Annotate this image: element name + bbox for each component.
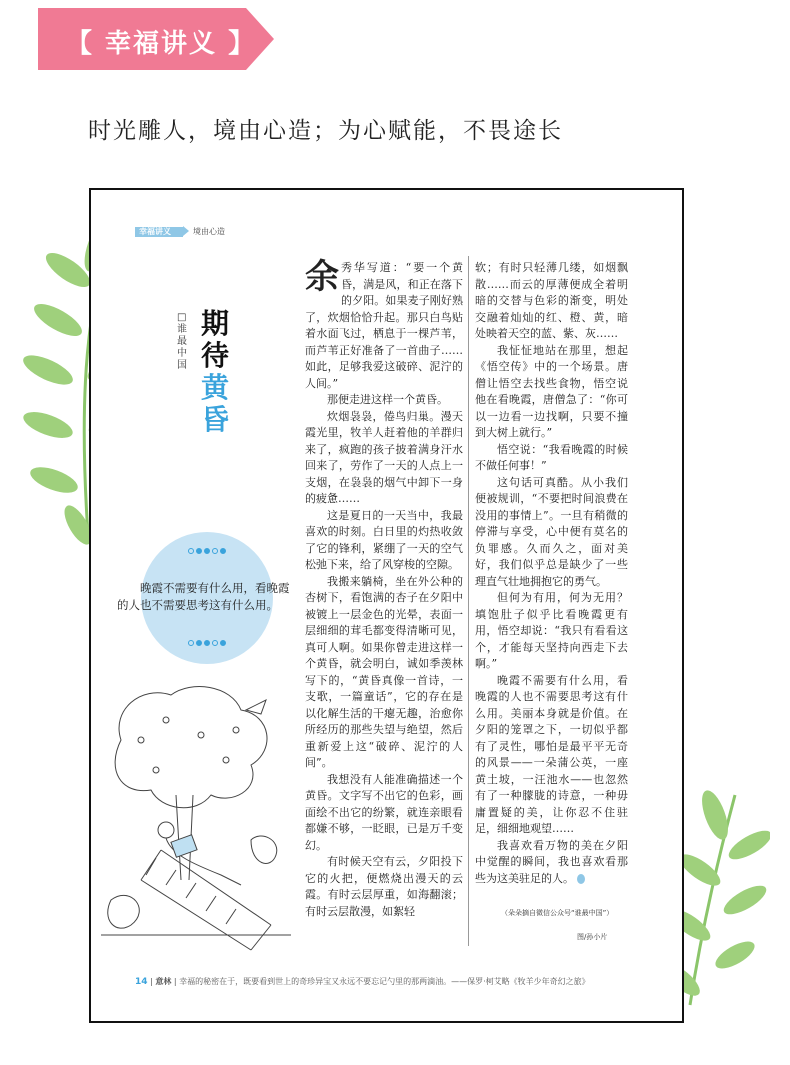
page-number: 14 bbox=[135, 977, 148, 987]
paragraph: 我搬来躺椅，坐在外公种的杏树下，看饱满的杏子在夕阳中被镀上一层金色的光晕，表面一层细细的茸毛都变得清晰可见，真可人啊。如果你曾走进这样一个黄昏，就会明白，诚如季羡林写下的，“黄昏真像一首诗，一支歌，一篇童话”，它的存在是以化解生活的干瘪无趣，治愈你所经历的那些失望与绝望，然后重新爱上这“破碎、泥泞的人间”。 bbox=[305, 574, 463, 769]
section-tag bbox=[135, 226, 225, 236]
article-author: □谁最中国 bbox=[177, 312, 187, 371]
paragraph: 这是夏日的一天当中，我最喜欢的时刻。白日里的灼热收敛了它的锋利，紧绷了一天的空气松弛下来，给了风穿梭的空隙。 bbox=[305, 508, 463, 571]
page-subtitle: 时光雕人，境由心造；为心赋能，不畏途长 bbox=[88, 118, 563, 144]
paragraph: 那便走进这样一个黄昏。 bbox=[327, 393, 448, 406]
section-tag-sub: 境由心造 bbox=[193, 227, 225, 236]
paragraph: 炊烟袅袅，倦鸟归巢。漫天霞光里，牧羊人赶着他的羊群归来了，疯跑的孩子披着满身汗水回来了，劳作了一天的人点上一支烟，在袅袅的烟气中卸下一身的疲惫…… bbox=[305, 409, 463, 505]
paragraph: 余秀华写道：“要一个黄昏，满是风，和正在落下的夕阳。如果麦子刚好熟了，炊烟恰恰升起。那只白鸟贴着水面飞过，栖息于一棵芦苇，而芦苇正好准备了一首曲子……如此，足够我爱这破碎、泥泞的人间。” bbox=[305, 257, 463, 390]
title-line-2: 黄昏 bbox=[201, 371, 230, 436]
end-mark-icon bbox=[577, 874, 585, 884]
dots-decoration-icon bbox=[141, 548, 273, 554]
pull-quote bbox=[117, 532, 290, 664]
paragraph: 我喜欢看万物的美在夕阳中觉醒的瞬间，我也喜欢看那些为这美驻足的人。 bbox=[475, 838, 628, 885]
section-tag-label: 幸福讲义 bbox=[135, 227, 183, 237]
paragraph: 这句话可真酷。从小我们便被规训，“不要把时间浪费在没用的事情上”。一旦有稍微的停滞与享受，心中便有莫名的负罪感。久而久之，面对美好，我们似乎总是缺少了一些理直气壮地拥抱它的勇气。 bbox=[475, 475, 628, 588]
tag-arrow-icon bbox=[183, 226, 189, 236]
magazine-page bbox=[89, 188, 684, 1023]
title-line-1: 期待 bbox=[201, 307, 230, 372]
source-credit: （朵朵摘自微信公众号“谁最中国”） bbox=[501, 909, 614, 917]
pull-quote-text: 晚霞不需要有什么用，看晚霞的人也不需要思考这有什么用。 bbox=[117, 581, 290, 612]
paragraph: 但何为有用，何为无用？填饱肚子似乎比看晚霞更有用，悟空却说：“我只有看看这个，才能每天坚持向西走下去啊。” bbox=[475, 591, 628, 670]
drop-cap: 余 bbox=[305, 257, 339, 297]
article-column-1 bbox=[305, 257, 463, 920]
column-divider bbox=[468, 256, 469, 946]
art-credit: 图/孙小片 bbox=[577, 933, 608, 941]
reading-under-tree-illustration bbox=[101, 680, 291, 955]
header-banner bbox=[38, 8, 274, 70]
paragraph: 有时候天空有云，夕阳投下它的火把，便燃烧出漫天的云霞。有时云层厚重，如海翻滚；有时云层散漫，如絮轻 bbox=[305, 855, 463, 918]
magazine-name: 意林 bbox=[155, 977, 172, 986]
footer-quote: 幸福的秘密在于，既要看到世上的奇珍异宝又永远不要忘记勺里的那两滴油。——保罗·柯艾略《牧羊少年奇幻之旅》 bbox=[179, 977, 590, 986]
article-title bbox=[201, 308, 231, 436]
paragraph: 晚霞不需要有什么用，看晚霞的人也不需要思考这有什么用。美丽本身就是价值。在夕阳的笼罩之下，一切似乎都有了灵性，哪怕是最平平无奇的风景——一朵蒲公英，一座黄土坡，一汪池水——也忽然有了一种朦胧的诗意，一种毋庸置疑的美，让你忍不住驻足，细细地观望…… bbox=[475, 673, 628, 835]
banner-label: 【 幸福讲义 】 bbox=[66, 29, 257, 59]
paragraph: 我怔怔地站在那里，想起《悟空传》中的一个场景。唐僧让悟空去找些食物，悟空说他在看晚霞，唐僧急了：“你可以一边看一边找啊，只要不撞到大树上就行。” bbox=[475, 343, 628, 439]
article-column-2 bbox=[475, 260, 628, 887]
dots-decoration-icon bbox=[141, 640, 273, 646]
paragraph: 软；有时只轻薄几缕，如烟飘散……而云的厚薄便成全着明暗的交替与色彩的渐变，明处交融着灿灿的红、橙、黄，暗处映着天空的蓝、紫、灰…… bbox=[475, 261, 628, 340]
page-footer: 14 | 意林 | 幸福的秘密在于，既要看到世上的奇珍异宝又永远不要忘记勺里的那两滴油。——保罗·柯艾略《牧羊少年奇幻之旅》 bbox=[135, 977, 590, 987]
paragraph: 悟空说：“我看晚霞的时候不做任何事！” bbox=[475, 442, 628, 472]
paragraph: 我想没有人能准确描述一个黄昏。文字写不出它的色彩，画面绘不出它的纷繁，就连亲眼看都嫌不够，一眨眼，已是万千变幻。 bbox=[305, 772, 463, 852]
